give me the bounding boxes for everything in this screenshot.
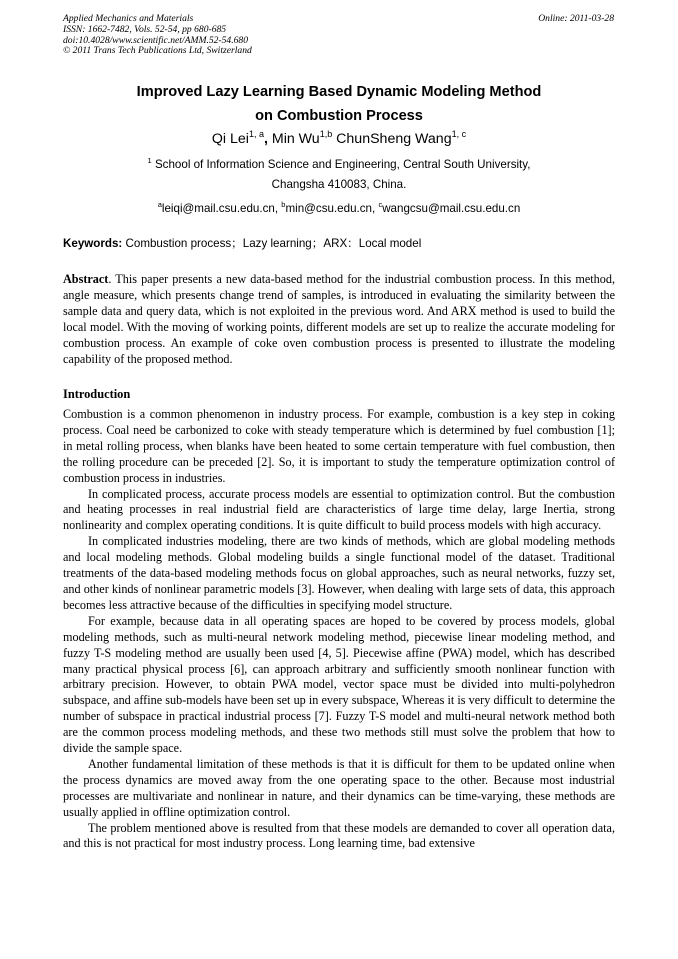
- abstract-label: Abstract: [63, 272, 109, 286]
- paper-title-line-1: Improved Lazy Learning Based Dynamic Modeling Method: [136, 84, 542, 100]
- author-name: ChunSheng Wang: [336, 131, 452, 147]
- author-name: Qi Lei: [211, 131, 249, 147]
- affiliation-line-1: $^1$ School of Information Science and Engineering, Central South University,: [147, 156, 531, 171]
- author-name: Min Wu: [271, 131, 320, 147]
- author-separator: ,: [263, 131, 268, 147]
- paper-title-line-2: on Combustion Process: [255, 108, 423, 124]
- keywords: [63, 235, 421, 251]
- abstract: [63, 272, 615, 367]
- online-date: Online: 2011-03-28: [538, 13, 614, 24]
- section-heading-introduction: Introduction: [63, 387, 131, 401]
- author-affiliation-mark: 1,b: [319, 129, 333, 139]
- paragraph: The problem mentioned above is resulted from that these models are demanded to cover all operation data, and this is not practical for most industry process. Long learning time, bad extensive: [63, 820, 615, 851]
- issn-line: ISSN: 1662-7482, Vols. 52-54, pp 680-685: [63, 23, 227, 35]
- affiliation-mark: 1: [147, 156, 152, 165]
- paragraph: Combustion is a common phenomenon in industry process. For example, combustion is a key step in coking process. Coal need be carbonized to coke with steady temperature which is determined by fuel combustion [1]; in metal rolling process, when blanks have been heated to some certain temperature with fuel combustion, then the rolling procedure can be preceded [2]. So, it is important to study the temperature optimization control of combustion process in industries.: [63, 407, 615, 485]
- email-link[interactable]: wangcsu@mail.csu.edu.cn: [382, 202, 521, 215]
- paragraph: In complicated process, accurate process models are essential to optimization control. But the combustion and heating processes in real industrial field are characteristics of large time delay, large Inertia, strong nonlinearity and complex operating conditions. It is quite difficult to build process models with high accuracy.: [63, 486, 615, 533]
- affiliation-line-2: Changsha 410083, China.: [271, 178, 407, 191]
- paragraph: Another fundamental limitation of these methods is that it is difficult for them to be updated online when the process dynamics are moved away from the one operating space to the other. Because most industrial processes are multivariate and nonlinear in nature, and their dynamics can be time-varying, these methods are usually applied in offline optimization control.: [63, 756, 615, 819]
- copyright-line: © 2011 Trans Tech Publications Ltd, Switzerland: [63, 45, 252, 57]
- journal-header: [63, 14, 252, 57]
- introduction-body: [63, 407, 615, 852]
- abstract-text: . This paper presents a new data-based method for the industrial combustion process. In this method, angle measure, which presents change trend of samples, is introduced in evaluating the similarity between the sample data and query data, which is not exploited in the previous word. And ARX method is used to build the local model. With the moving of working points, different models are set up to realize the accurate modeling for combustion process. An example of coke oven combustion process is presented to illustrate the modeling capability of the proposed method.: [63, 272, 615, 366]
- keywords-text: Combustion process；Lazy learning；ARX：Local model: [122, 237, 422, 250]
- keywords-label: Keywords:: [63, 237, 123, 250]
- doi-line: doi:10.4028/www.scientific.net/AMM.52-54.680: [63, 34, 249, 46]
- author-affiliation-mark: 1, c: [451, 129, 467, 139]
- author-affiliation-mark: 1, a: [248, 129, 264, 139]
- paragraph: For example, because data in all operating spaces are hoped to be covered by process models, global modeling methods, such as multi-neural network modeling method, piecewise linear modeling method, and fuzzy T-S modeling method are usually been used [4, 5]. Piecewise affine (PWA) model, which has described many practical physical process [6], can approach arbitrary and sufficiently smooth nonlinear function with arbitrary precision. However, to obtain PWA model, vector space must be divided into multi-polyhedron subspace, and affine sub-models have been set up in every subspace, Whereas it is very difficult to determine the number of subspace in practical industrial process [7]. Fuzzy T-S model and multi-neural network method both are the common process modeling methods, and these two methods still must solve the problem that how to divide the sample space.: [63, 613, 615, 756]
- author-emails: $^a$leiqi@mail.csu.edu.cn, $^b$min@csu.edu.cn, $^c$wangcsu@mail.csu.edu.cn: [157, 200, 521, 215]
- email-link[interactable]: min@csu.edu.cn,: [285, 202, 379, 215]
- author-list: [63, 129, 615, 147]
- journal-name: Applied Mechanics and Materials: [63, 13, 194, 24]
- paragraph: In complicated industries modeling, there are two kinds of methods, which are global modeling methods and local modeling methods. Global modeling builds a single functional model of the dataset. Traditional treatments of the data-based modeling methods focus on global approaches, such as neural networks, fuzzy set, and other kinds of nonlinear parametric models [3]. However, when dealing with large sets of data, this approach becomes less attractive because of the difficulties in specifying model structure.: [63, 534, 615, 612]
- email-link[interactable]: leiqi@mail.csu.edu.cn,: [161, 202, 282, 215]
